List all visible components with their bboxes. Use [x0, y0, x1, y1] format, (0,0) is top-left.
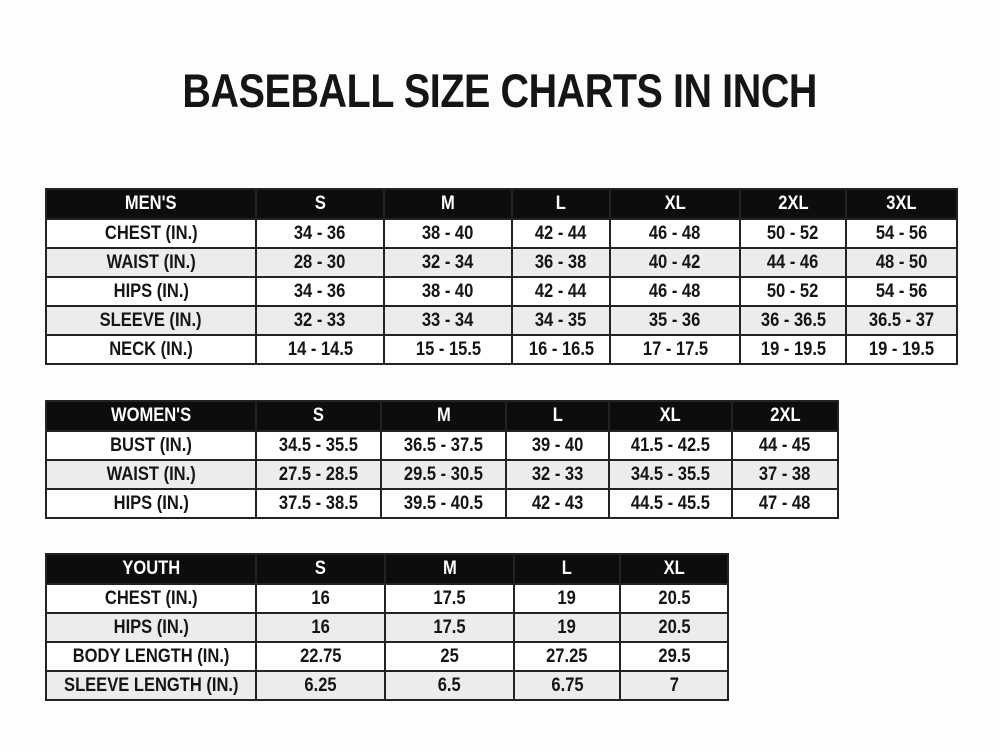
womens-size-column-header-text: M [436, 405, 451, 426]
womens-value-cell [256, 431, 381, 460]
mens-value-cell-text: 46 - 48 [649, 280, 701, 302]
womens-value-cell-text: 27.5 - 28.5 [278, 463, 359, 485]
womens-value-cell [381, 489, 506, 518]
womens-size-column-header [732, 401, 838, 431]
youth-value-cell-text: 17.5 [433, 616, 466, 638]
womens-size-column-header-text: 2XL [769, 405, 801, 426]
mens-table-row [46, 335, 957, 364]
youth-table-row [46, 584, 728, 613]
womens-size-column-header [609, 401, 732, 431]
youth-size-column-header-text: S [314, 558, 327, 579]
mens-value-cell-text: 34 - 36 [294, 280, 346, 302]
womens-row-label [46, 460, 256, 489]
mens-size-column-header-text: M [441, 193, 455, 214]
youth-header-row [46, 554, 728, 584]
youth-value-cell-text: 16 [311, 616, 330, 638]
womens-value-cell-text: 29.5 - 30.5 [403, 463, 484, 485]
womens-value-cell-text: 37 - 38 [759, 463, 811, 485]
mens-value-cell [610, 219, 740, 248]
mens-value-cell-text: 34 - 35 [535, 309, 587, 331]
youth-value-cell-text: 6.5 [437, 674, 461, 696]
mens-group-label [46, 189, 256, 219]
youth-group-label [46, 554, 256, 584]
mens-value-cell-text: 42 - 44 [535, 280, 587, 302]
mens-header-row [46, 189, 957, 219]
womens-row-label-text: WAIST (IN.) [106, 463, 196, 485]
mens-size-column-header [610, 189, 740, 219]
youth-size-column-header [514, 554, 620, 584]
youth-size-column-header [256, 554, 385, 584]
womens-value-cell-text: 39.5 - 40.5 [403, 492, 484, 514]
page-title [0, 66, 1000, 115]
youth-value-cell [385, 671, 514, 700]
womens-table-row [46, 431, 838, 460]
youth-row-label [46, 642, 256, 671]
youth-value-cell [514, 584, 620, 613]
womens-value-cell [732, 489, 838, 518]
youth-size-column-header [620, 554, 728, 584]
mens-value-cell [256, 335, 384, 364]
mens-value-cell-text: 36.5 - 37 [868, 309, 935, 331]
womens-value-cell-text: 34.5 - 35.5 [278, 434, 359, 456]
mens-row-label [46, 335, 256, 364]
youth-table-row [46, 642, 728, 671]
youth-value-cell [256, 584, 385, 613]
mens-table-row [46, 277, 957, 306]
mens-size-column-header [256, 189, 384, 219]
youth-value-cell-text: 19 [557, 616, 577, 638]
womens-value-cell [609, 489, 732, 518]
womens-value-cell [256, 460, 381, 489]
youth-table-row [46, 671, 728, 700]
womens-value-cell [732, 460, 838, 489]
mens-row-label [46, 306, 256, 335]
womens-value-cell [381, 460, 506, 489]
womens-value-cell-text: 36.5 - 37.5 [403, 434, 484, 456]
youth-row-label-text: HIPS (IN.) [113, 616, 189, 638]
mens-value-cell [384, 248, 512, 277]
mens-value-cell [846, 306, 957, 335]
mens-value-cell [512, 248, 610, 277]
mens-table-row [46, 306, 957, 335]
mens-size-column-header [384, 189, 512, 219]
youth-value-cell-text: 7 [669, 674, 679, 696]
youth-table-row [46, 613, 728, 642]
mens-value-cell-text: 16 - 16.5 [528, 338, 594, 360]
mens-value-cell-text: 38 - 40 [422, 222, 474, 244]
mens-value-cell-text: 15 - 15.5 [415, 338, 481, 360]
womens-row-label-text: BUST (IN.) [110, 434, 192, 456]
mens-value-cell [740, 306, 846, 335]
womens-value-cell [506, 489, 609, 518]
mens-value-cell-text: 38 - 40 [422, 280, 474, 302]
mens-value-cell [384, 219, 512, 248]
mens-value-cell-text: 34 - 36 [294, 222, 346, 244]
womens-value-cell [609, 460, 732, 489]
mens-row-label [46, 219, 256, 248]
youth-value-cell [620, 671, 728, 700]
mens-value-cell-text: 54 - 56 [875, 280, 928, 302]
youth-value-cell-text: 6.75 [550, 674, 584, 696]
page-title-text: BASEBALL SIZE CHARTS IN INCH [182, 64, 818, 117]
mens-value-cell-text: 28 - 30 [294, 251, 346, 273]
mens-row-label-text: WAIST (IN.) [106, 251, 196, 273]
youth-value-cell [514, 671, 620, 700]
womens-group-label [46, 401, 256, 431]
mens-value-cell-text: 46 - 48 [649, 222, 701, 244]
mens-size-column-header-text: XL [664, 193, 686, 214]
youth-value-cell-text: 17.5 [433, 587, 466, 609]
mens-value-cell-text: 50 - 52 [767, 222, 819, 244]
mens-row-label-text: HIPS (IN.) [113, 280, 189, 302]
mens-size-column-header-text: 3XL [886, 193, 917, 214]
mens-value-cell-text: 17 - 17.5 [642, 338, 708, 360]
womens-value-cell-text: 44.5 - 45.5 [630, 492, 711, 514]
mens-size-column-header-text: L [555, 193, 567, 214]
mens-value-cell [256, 248, 384, 277]
youth-value-cell [385, 613, 514, 642]
mens-value-cell [846, 248, 957, 277]
womens-value-cell [506, 431, 609, 460]
womens-header-row [46, 401, 838, 431]
mens-value-cell-text: 48 - 50 [875, 251, 928, 273]
mens-value-cell [740, 277, 846, 306]
youth-value-cell-text: 29.5 [657, 645, 691, 667]
mens-value-cell [384, 335, 512, 364]
womens-table-row [46, 489, 838, 518]
mens-value-cell-text: 54 - 56 [875, 222, 928, 244]
mens-value-cell-text: 42 - 44 [535, 222, 587, 244]
youth-value-cell-text: 6.25 [304, 674, 337, 696]
youth-value-cell [256, 642, 385, 671]
mens-value-cell-text: 36 - 36.5 [760, 309, 826, 331]
youth-row-label-text: SLEEVE LENGTH (IN.) [63, 674, 239, 696]
mens-table-row [46, 219, 957, 248]
youth-value-cell [620, 642, 728, 671]
mens-value-cell-text: 40 - 42 [649, 251, 701, 273]
youth-row-label-text: CHEST (IN.) [104, 587, 198, 609]
youth-size-column-header-text: XL [663, 558, 685, 579]
mens-value-cell [846, 277, 957, 306]
mens-row-label-text: SLEEVE (IN.) [100, 309, 202, 331]
womens-size-column-header [381, 401, 506, 431]
youth-row-label [46, 584, 256, 613]
mens-value-cell [610, 277, 740, 306]
mens-value-cell-text: 50 - 52 [767, 280, 819, 302]
womens-size-table-container [45, 400, 839, 519]
mens-size-table-container [45, 188, 958, 365]
mens-value-cell [512, 277, 610, 306]
womens-value-cell-text: 42 - 43 [531, 492, 584, 514]
youth-value-cell-text: 22.75 [299, 645, 342, 667]
womens-size-column-header-text: S [312, 405, 325, 426]
youth-row-label-text: BODY LENGTH (IN.) [72, 645, 230, 667]
womens-table-row [46, 460, 838, 489]
mens-value-cell [846, 219, 957, 248]
womens-row-label [46, 489, 256, 518]
youth-size-column-header-text: L [561, 558, 573, 579]
youth-value-cell [620, 613, 728, 642]
mens-value-cell [512, 306, 610, 335]
mens-value-cell-text: 32 - 33 [294, 309, 346, 331]
youth-value-cell-text: 19 [557, 587, 577, 609]
mens-value-cell [256, 306, 384, 335]
youth-value-cell [385, 642, 514, 671]
mens-value-cell-text: 33 - 34 [422, 309, 474, 331]
mens-value-cell [740, 219, 846, 248]
mens-row-label [46, 277, 256, 306]
womens-size-column-header [506, 401, 609, 431]
mens-row-label [46, 248, 256, 277]
mens-value-cell [610, 248, 740, 277]
mens-value-cell-text: 35 - 36 [649, 309, 701, 331]
mens-value-cell [610, 335, 740, 364]
mens-value-cell [384, 277, 512, 306]
womens-value-cell-text: 32 - 33 [531, 463, 584, 485]
mens-value-cell [256, 219, 384, 248]
womens-value-cell [732, 431, 838, 460]
mens-value-cell [846, 335, 957, 364]
mens-value-cell [384, 306, 512, 335]
youth-value-cell-text: 16 [311, 587, 330, 609]
womens-size-column-header-text: L [552, 405, 563, 426]
mens-size-column-header-text: 2XL [777, 193, 809, 214]
mens-size-column-header [846, 189, 957, 219]
youth-value-cell [256, 671, 385, 700]
youth-value-cell [256, 613, 385, 642]
youth-row-label [46, 671, 256, 700]
mens-value-cell [610, 306, 740, 335]
mens-value-cell [256, 277, 384, 306]
womens-size-table [45, 400, 839, 519]
mens-value-cell-text: 36 - 38 [535, 251, 587, 273]
womens-value-cell [609, 431, 732, 460]
youth-size-column-header-text: M [442, 558, 457, 579]
mens-value-cell-text: 19 - 19.5 [868, 338, 935, 360]
youth-row-label [46, 613, 256, 642]
youth-value-cell-text: 27.25 [546, 645, 588, 667]
mens-row-label-text: CHEST (IN.) [104, 222, 198, 244]
mens-size-column-header [512, 189, 610, 219]
youth-value-cell-text: 20.5 [657, 616, 691, 638]
womens-value-cell-text: 41.5 - 42.5 [630, 434, 711, 456]
womens-value-cell [506, 460, 609, 489]
youth-value-cell-text: 25 [440, 645, 459, 667]
mens-value-cell-text: 19 - 19.5 [760, 338, 826, 360]
womens-value-cell-text: 39 - 40 [531, 434, 584, 456]
youth-group-label-text: YOUTH [122, 558, 180, 579]
youth-size-table-container [45, 553, 729, 701]
mens-value-cell [740, 335, 846, 364]
mens-group-label-text: MEN'S [125, 193, 177, 214]
mens-value-cell [740, 248, 846, 277]
womens-value-cell [256, 489, 381, 518]
womens-size-column-header [256, 401, 381, 431]
mens-table-row [46, 248, 957, 277]
womens-group-label-text: WOMEN'S [110, 405, 192, 426]
mens-size-column-header-text: S [314, 193, 326, 214]
womens-value-cell [381, 431, 506, 460]
mens-value-cell-text: 32 - 34 [422, 251, 474, 273]
womens-value-cell-text: 34.5 - 35.5 [630, 463, 711, 485]
youth-value-cell [385, 584, 514, 613]
mens-value-cell-text: 44 - 46 [767, 251, 819, 273]
womens-row-label-text: HIPS (IN.) [113, 492, 189, 514]
youth-value-cell-text: 20.5 [657, 587, 691, 609]
mens-size-column-header [740, 189, 846, 219]
womens-value-cell-text: 47 - 48 [759, 492, 811, 514]
youth-value-cell [514, 613, 620, 642]
youth-size-table [45, 553, 729, 701]
youth-size-column-header [385, 554, 514, 584]
womens-value-cell-text: 37.5 - 38.5 [278, 492, 359, 514]
mens-value-cell [512, 335, 610, 364]
youth-value-cell [620, 584, 728, 613]
youth-value-cell [514, 642, 620, 671]
womens-value-cell-text: 44 - 45 [759, 434, 811, 456]
mens-value-cell-text: 14 - 14.5 [287, 338, 353, 360]
mens-row-label-text: NECK (IN.) [109, 338, 193, 360]
womens-row-label [46, 431, 256, 460]
mens-value-cell [512, 219, 610, 248]
womens-size-column-header-text: XL [659, 405, 682, 426]
mens-size-table [45, 188, 958, 365]
